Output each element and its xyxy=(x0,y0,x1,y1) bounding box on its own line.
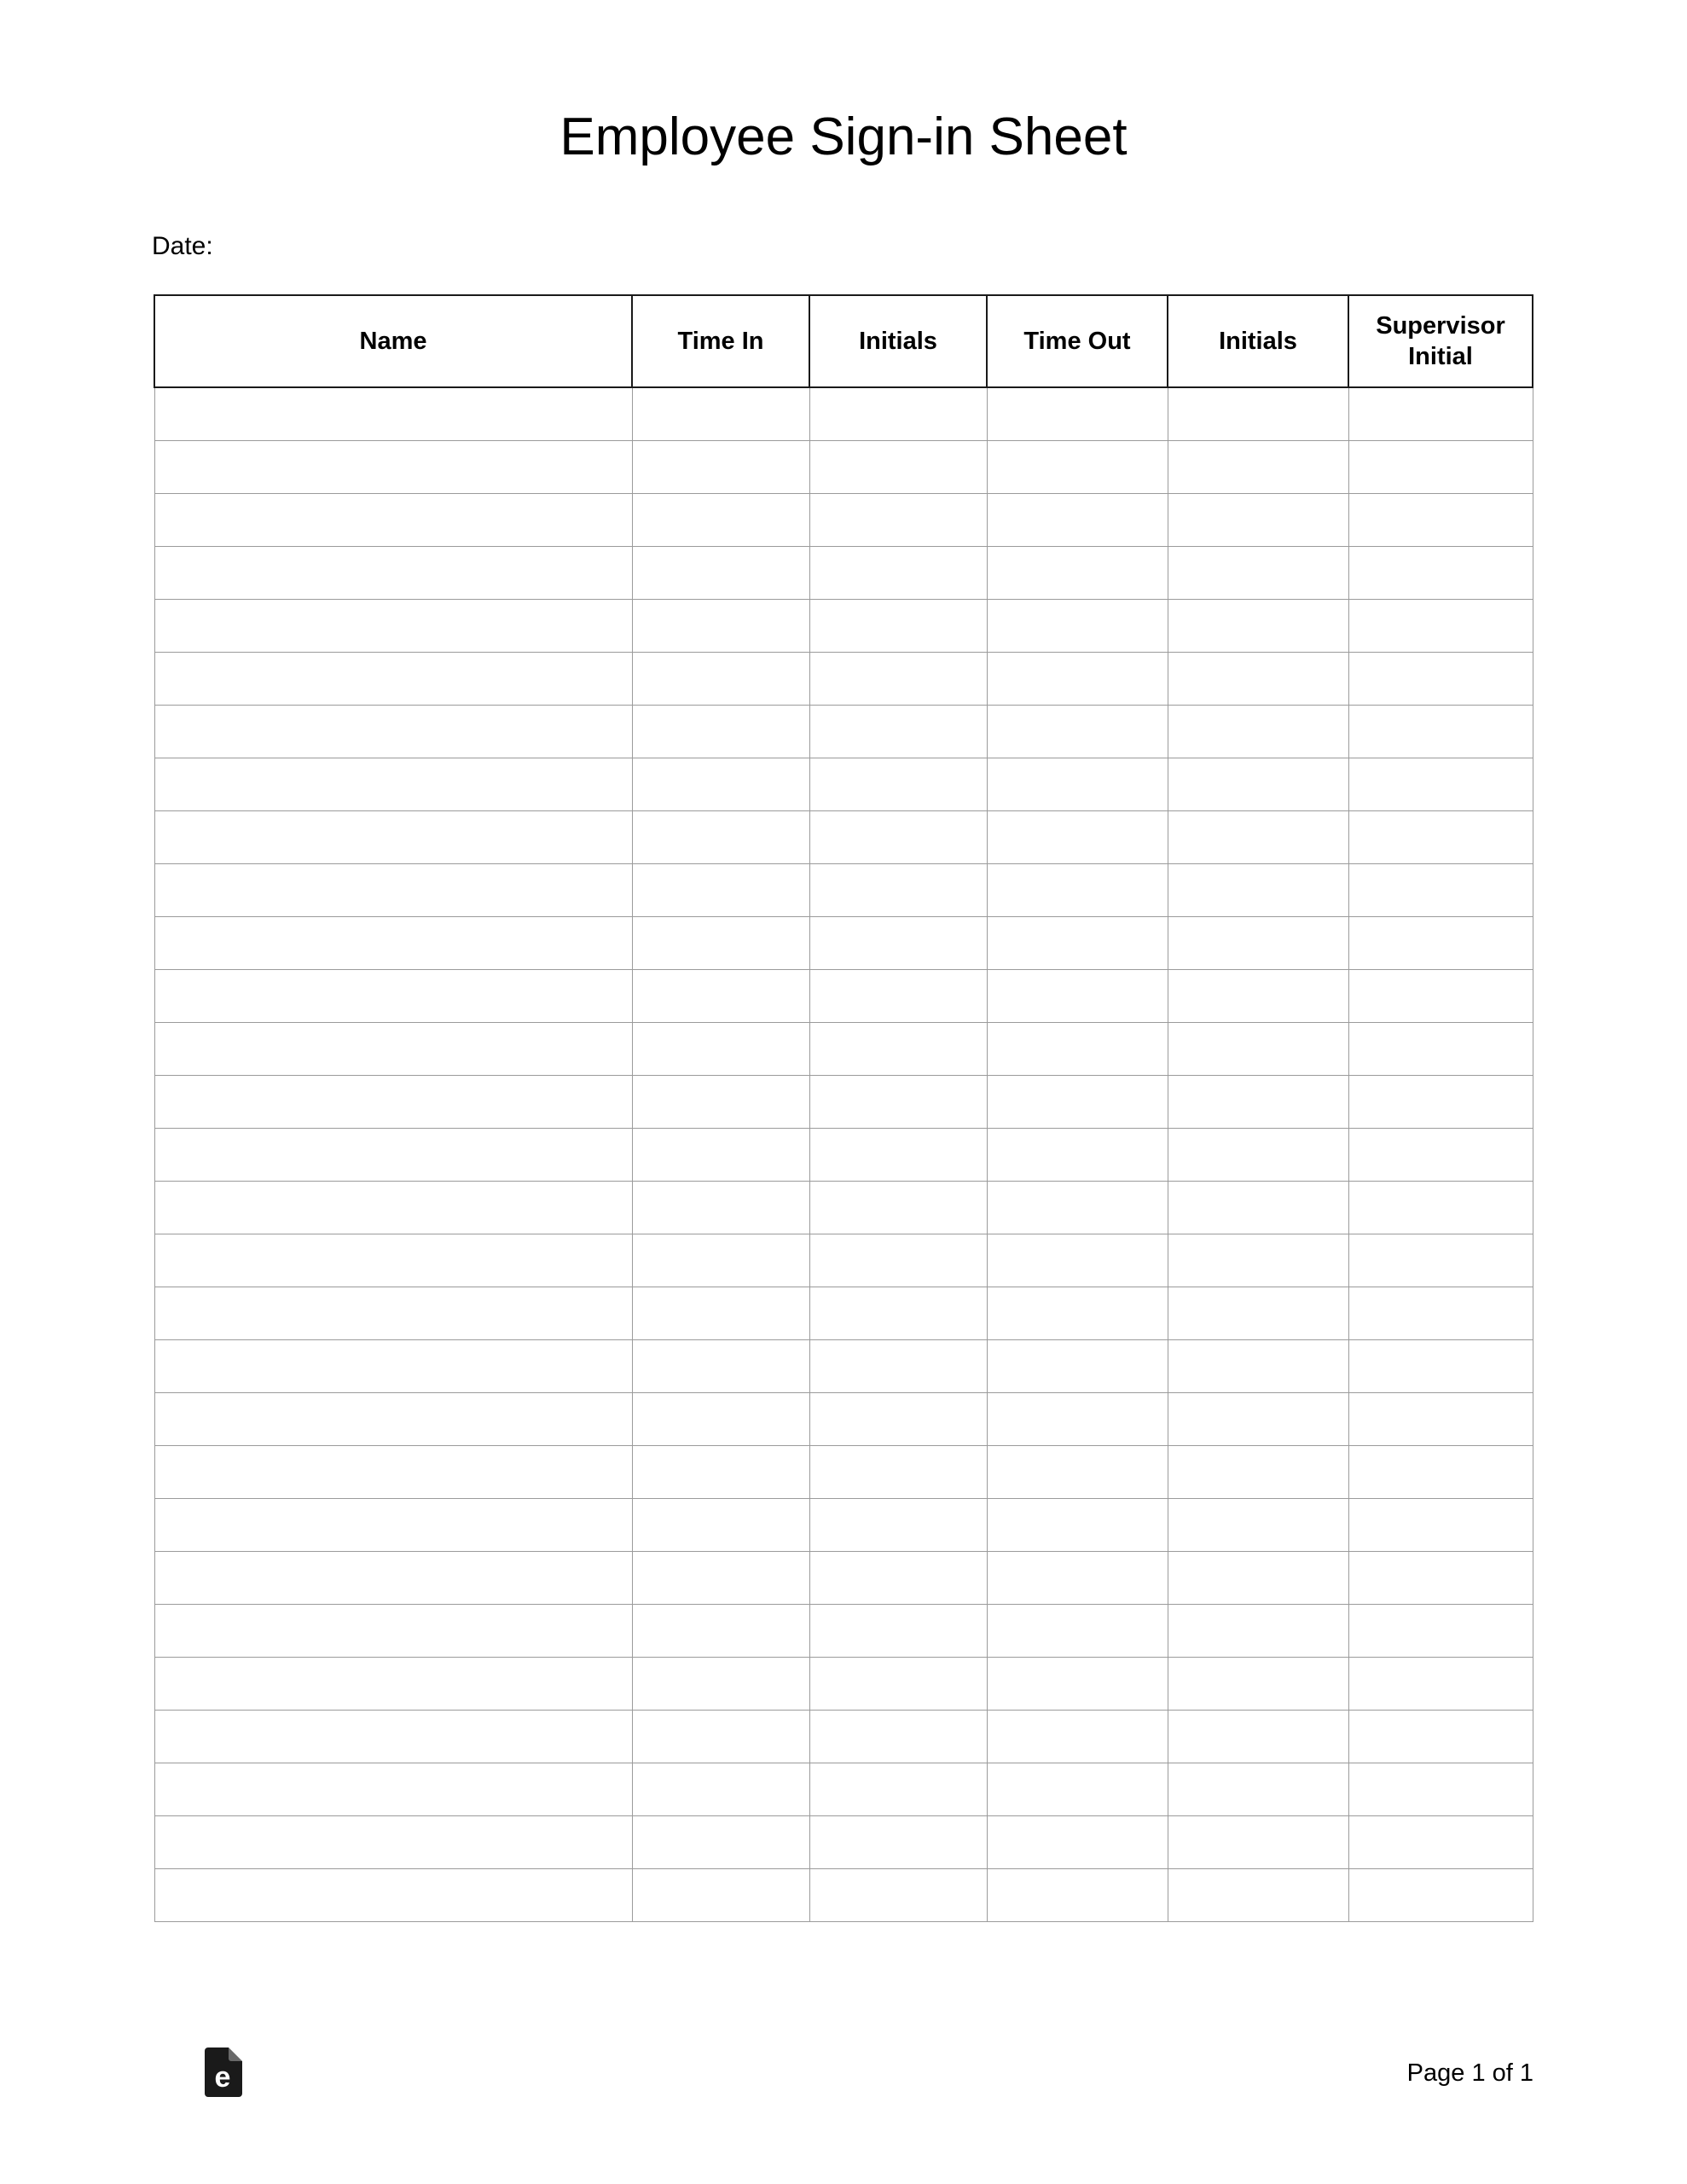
cell-initials-out[interactable] xyxy=(1168,1657,1348,1710)
efile-document-icon xyxy=(205,2048,242,2097)
cell-time-out[interactable] xyxy=(987,1234,1168,1287)
table-row xyxy=(154,758,1533,810)
cell-time-in[interactable] xyxy=(632,1710,809,1763)
cell-supervisor-initial[interactable] xyxy=(1348,863,1533,916)
table-row xyxy=(154,1075,1533,1128)
cell-time-in[interactable] xyxy=(632,599,809,652)
cell-supervisor-initial[interactable] xyxy=(1348,1710,1533,1763)
cell-time-in[interactable] xyxy=(632,916,809,969)
cell-time-out[interactable] xyxy=(987,1815,1168,1868)
table-row xyxy=(154,1604,1533,1657)
cell-supervisor-initial[interactable] xyxy=(1348,599,1533,652)
cell-initials-out[interactable] xyxy=(1168,1498,1348,1551)
cell-name[interactable] xyxy=(154,758,632,810)
cell-initials-in[interactable] xyxy=(809,863,987,916)
table-row xyxy=(154,1763,1533,1815)
cell-initials-in[interactable] xyxy=(809,1392,987,1445)
cell-time-out[interactable] xyxy=(987,1075,1168,1128)
table-header xyxy=(154,295,1533,387)
cell-initials-out[interactable] xyxy=(1168,969,1348,1022)
cell-time-in[interactable] xyxy=(632,1287,809,1339)
table-row xyxy=(154,1868,1533,1921)
cell-initials-in[interactable] xyxy=(809,1445,987,1498)
cell-time-out[interactable] xyxy=(987,863,1168,916)
cell-initials-in[interactable] xyxy=(809,1339,987,1392)
cell-time-out[interactable] xyxy=(987,1551,1168,1604)
cell-initials-out[interactable] xyxy=(1168,1815,1348,1868)
cell-initials-in[interactable] xyxy=(809,1604,987,1657)
cell-initials-in[interactable] xyxy=(809,1234,987,1287)
cell-name[interactable] xyxy=(154,863,632,916)
column-header-name: Name xyxy=(154,295,632,387)
table-row xyxy=(154,1234,1533,1287)
cell-time-out[interactable] xyxy=(987,599,1168,652)
cell-name[interactable] xyxy=(154,705,632,758)
cell-initials-in[interactable] xyxy=(809,1075,987,1128)
cell-time-in[interactable] xyxy=(632,440,809,493)
cell-time-in[interactable] xyxy=(632,1022,809,1075)
cell-initials-out[interactable] xyxy=(1168,1022,1348,1075)
cell-name[interactable] xyxy=(154,1128,632,1181)
cell-name[interactable] xyxy=(154,1234,632,1287)
table-row xyxy=(154,1815,1533,1868)
cell-initials-in[interactable] xyxy=(809,969,987,1022)
column-header-time-out: Time Out xyxy=(987,295,1168,387)
cell-time-in[interactable] xyxy=(632,1498,809,1551)
cell-initials-out[interactable] xyxy=(1168,1710,1348,1763)
cell-name[interactable] xyxy=(154,1287,632,1339)
sign-in-table xyxy=(154,294,1533,1922)
cell-supervisor-initial[interactable] xyxy=(1348,1498,1533,1551)
cell-initials-out[interactable] xyxy=(1168,1181,1348,1234)
table-row xyxy=(154,599,1533,652)
cell-initials-out[interactable] xyxy=(1168,1287,1348,1339)
cell-name[interactable] xyxy=(154,810,632,863)
table-row xyxy=(154,916,1533,969)
table-row xyxy=(154,969,1533,1022)
cell-initials-in[interactable] xyxy=(809,1128,987,1181)
page-footer xyxy=(0,2048,1687,2124)
cell-supervisor-initial[interactable] xyxy=(1348,387,1533,440)
table-row xyxy=(154,1287,1533,1339)
cell-initials-in[interactable] xyxy=(809,1763,987,1815)
table-row xyxy=(154,1392,1533,1445)
cell-initials-out[interactable] xyxy=(1168,1868,1348,1921)
cell-initials-out[interactable] xyxy=(1168,1234,1348,1287)
cell-time-in[interactable] xyxy=(632,1339,809,1392)
cell-supervisor-initial[interactable] xyxy=(1348,493,1533,546)
cell-time-in[interactable] xyxy=(632,1868,809,1921)
svg-text:e: e xyxy=(214,2061,231,2094)
cell-name[interactable] xyxy=(154,1392,632,1445)
cell-name[interactable] xyxy=(154,1815,632,1868)
cell-initials-in[interactable] xyxy=(809,599,987,652)
cell-initials-in[interactable] xyxy=(809,546,987,599)
cell-supervisor-initial[interactable] xyxy=(1348,1604,1533,1657)
cell-time-out[interactable] xyxy=(987,1339,1168,1392)
cell-time-in[interactable] xyxy=(632,1815,809,1868)
cell-time-in[interactable] xyxy=(632,969,809,1022)
table-row xyxy=(154,1710,1533,1763)
cell-supervisor-initial[interactable] xyxy=(1348,969,1533,1022)
cell-name[interactable] xyxy=(154,493,632,546)
column-header-initials-out: Initials xyxy=(1168,295,1348,387)
cell-initials-in[interactable] xyxy=(809,440,987,493)
cell-time-in[interactable] xyxy=(632,493,809,546)
cell-time-in[interactable] xyxy=(632,1657,809,1710)
cell-initials-in[interactable] xyxy=(809,1815,987,1868)
cell-time-out[interactable] xyxy=(987,1710,1168,1763)
cell-time-in[interactable] xyxy=(632,863,809,916)
cell-name[interactable] xyxy=(154,1710,632,1763)
table-row xyxy=(154,705,1533,758)
date-field-label xyxy=(152,232,213,261)
table-row xyxy=(154,1339,1533,1392)
cell-initials-in[interactable] xyxy=(809,916,987,969)
cell-initials-out[interactable] xyxy=(1168,1339,1348,1392)
cell-time-out[interactable] xyxy=(987,1022,1168,1075)
cell-supervisor-initial[interactable] xyxy=(1348,440,1533,493)
cell-time-out[interactable] xyxy=(987,1392,1168,1445)
cell-supervisor-initial[interactable] xyxy=(1348,1181,1533,1234)
cell-initials-out[interactable] xyxy=(1168,652,1348,705)
cell-supervisor-initial[interactable] xyxy=(1348,1022,1533,1075)
table-row xyxy=(154,863,1533,916)
cell-initials-out[interactable] xyxy=(1168,546,1348,599)
cell-time-out[interactable] xyxy=(987,810,1168,863)
cell-supervisor-initial[interactable] xyxy=(1348,705,1533,758)
table-row xyxy=(154,1657,1533,1710)
cell-name[interactable] xyxy=(154,1339,632,1392)
cell-name[interactable] xyxy=(154,440,632,493)
cell-time-out[interactable] xyxy=(987,1445,1168,1498)
cell-name[interactable] xyxy=(154,1022,632,1075)
cell-time-in[interactable] xyxy=(632,1763,809,1815)
cell-name[interactable] xyxy=(154,1075,632,1128)
table-row xyxy=(154,493,1533,546)
table-row xyxy=(154,810,1533,863)
table-row xyxy=(154,387,1533,440)
table-row xyxy=(154,1181,1533,1234)
cell-name[interactable] xyxy=(154,1181,632,1234)
cell-initials-in[interactable] xyxy=(809,1551,987,1604)
cell-time-out[interactable] xyxy=(987,758,1168,810)
cell-initials-out[interactable] xyxy=(1168,440,1348,493)
cell-initials-in[interactable] xyxy=(809,1498,987,1551)
cell-initials-in[interactable] xyxy=(809,1181,987,1234)
cell-initials-in[interactable] xyxy=(809,1287,987,1339)
cell-name[interactable] xyxy=(154,1445,632,1498)
cell-name[interactable] xyxy=(154,387,632,440)
cell-supervisor-initial[interactable] xyxy=(1348,1657,1533,1710)
cell-initials-out[interactable] xyxy=(1168,1604,1348,1657)
cell-supervisor-initial[interactable] xyxy=(1348,1287,1533,1339)
cell-name[interactable] xyxy=(154,1657,632,1710)
cell-name[interactable] xyxy=(154,916,632,969)
cell-time-out[interactable] xyxy=(987,1181,1168,1234)
table-row xyxy=(154,546,1533,599)
cell-time-out[interactable] xyxy=(987,1604,1168,1657)
cell-time-in[interactable] xyxy=(632,652,809,705)
table-row xyxy=(154,1551,1533,1604)
cell-time-out[interactable] xyxy=(987,916,1168,969)
table-row xyxy=(154,652,1533,705)
cell-initials-in[interactable] xyxy=(809,758,987,810)
cell-time-out[interactable] xyxy=(987,969,1168,1022)
cell-supervisor-initial[interactable] xyxy=(1348,758,1533,810)
cell-initials-out[interactable] xyxy=(1168,1075,1348,1128)
cell-time-out[interactable] xyxy=(987,493,1168,546)
cell-initials-out[interactable] xyxy=(1168,705,1348,758)
cell-time-in[interactable] xyxy=(632,810,809,863)
cell-name[interactable] xyxy=(154,1868,632,1921)
column-header-supervisor-initial: Supervisor Initial xyxy=(1348,295,1533,387)
cell-supervisor-initial[interactable] xyxy=(1348,1234,1533,1287)
cell-supervisor-initial[interactable] xyxy=(1348,1868,1533,1921)
cell-supervisor-initial[interactable] xyxy=(1348,1128,1533,1181)
page-number: Page 1 of 1 xyxy=(1406,2059,1533,2087)
page-title: Employee Sign-in Sheet xyxy=(559,107,1128,166)
cell-time-out[interactable] xyxy=(987,1763,1168,1815)
cell-supervisor-initial[interactable] xyxy=(1348,1815,1533,1868)
cell-initials-out[interactable] xyxy=(1168,387,1348,440)
cell-supervisor-initial[interactable] xyxy=(1348,1392,1533,1445)
cell-time-out[interactable] xyxy=(987,1128,1168,1181)
cell-name[interactable] xyxy=(154,1763,632,1815)
table-row xyxy=(154,1128,1533,1181)
cell-name[interactable] xyxy=(154,599,632,652)
cell-time-out[interactable] xyxy=(987,1868,1168,1921)
table-row xyxy=(154,440,1533,493)
table-body xyxy=(154,387,1533,1921)
cell-initials-in[interactable] xyxy=(809,493,987,546)
cell-initials-out[interactable] xyxy=(1168,1445,1348,1498)
cell-time-out[interactable] xyxy=(987,546,1168,599)
cell-initials-out[interactable] xyxy=(1168,1551,1348,1604)
cell-initials-in[interactable] xyxy=(809,705,987,758)
cell-supervisor-initial[interactable] xyxy=(1348,1075,1533,1128)
cell-initials-out[interactable] xyxy=(1168,758,1348,810)
cell-time-in[interactable] xyxy=(632,1075,809,1128)
column-header-time-in: Time In xyxy=(632,295,809,387)
cell-name[interactable] xyxy=(154,546,632,599)
cell-supervisor-initial[interactable] xyxy=(1348,1763,1533,1815)
cell-time-in[interactable] xyxy=(632,387,809,440)
cell-name[interactable] xyxy=(154,652,632,705)
cell-time-out[interactable] xyxy=(987,440,1168,493)
cell-initials-out[interactable] xyxy=(1168,1128,1348,1181)
cell-name[interactable] xyxy=(154,1551,632,1604)
cell-time-in[interactable] xyxy=(632,758,809,810)
cell-initials-out[interactable] xyxy=(1168,810,1348,863)
cell-time-out[interactable] xyxy=(987,1657,1168,1710)
table-row xyxy=(154,1498,1533,1551)
cell-initials-in[interactable] xyxy=(809,1710,987,1763)
cell-name[interactable] xyxy=(154,1498,632,1551)
cell-supervisor-initial[interactable] xyxy=(1348,1339,1533,1392)
cell-initials-in[interactable] xyxy=(809,1022,987,1075)
cell-time-in[interactable] xyxy=(632,1604,809,1657)
cell-time-in[interactable] xyxy=(632,705,809,758)
table-row xyxy=(154,1445,1533,1498)
cell-initials-in[interactable] xyxy=(809,1868,987,1921)
cell-initials-out[interactable] xyxy=(1168,599,1348,652)
cell-initials-out[interactable] xyxy=(1168,493,1348,546)
table-row xyxy=(154,1022,1533,1075)
cell-time-in[interactable] xyxy=(632,1181,809,1234)
column-header-initials-in: Initials xyxy=(809,295,987,387)
cell-initials-out[interactable] xyxy=(1168,863,1348,916)
cell-time-out[interactable] xyxy=(987,1498,1168,1551)
cell-initials-out[interactable] xyxy=(1168,916,1348,969)
cell-time-in[interactable] xyxy=(632,1392,809,1445)
cell-initials-in[interactable] xyxy=(809,652,987,705)
cell-supervisor-initial[interactable] xyxy=(1348,1445,1533,1498)
cell-supervisor-initial[interactable] xyxy=(1348,546,1533,599)
cell-initials-in[interactable] xyxy=(809,1657,987,1710)
cell-name[interactable] xyxy=(154,1604,632,1657)
date-label: Date: xyxy=(152,232,213,260)
cell-initials-out[interactable] xyxy=(1168,1763,1348,1815)
cell-supervisor-initial[interactable] xyxy=(1348,1551,1533,1604)
cell-initials-in[interactable] xyxy=(809,387,987,440)
cell-time-out[interactable] xyxy=(987,1287,1168,1339)
cell-time-in[interactable] xyxy=(632,1551,809,1604)
cell-time-in[interactable] xyxy=(632,1445,809,1498)
cell-time-in[interactable] xyxy=(632,1128,809,1181)
cell-initials-in[interactable] xyxy=(809,810,987,863)
cell-name[interactable] xyxy=(154,969,632,1022)
cell-time-in[interactable] xyxy=(632,1234,809,1287)
cell-time-out[interactable] xyxy=(987,652,1168,705)
cell-time-out[interactable] xyxy=(987,705,1168,758)
cell-supervisor-initial[interactable] xyxy=(1348,916,1533,969)
cell-supervisor-initial[interactable] xyxy=(1348,652,1533,705)
cell-time-in[interactable] xyxy=(632,546,809,599)
table-header-row xyxy=(154,295,1533,387)
cell-supervisor-initial[interactable] xyxy=(1348,810,1533,863)
cell-time-out[interactable] xyxy=(987,387,1168,440)
cell-initials-out[interactable] xyxy=(1168,1392,1348,1445)
